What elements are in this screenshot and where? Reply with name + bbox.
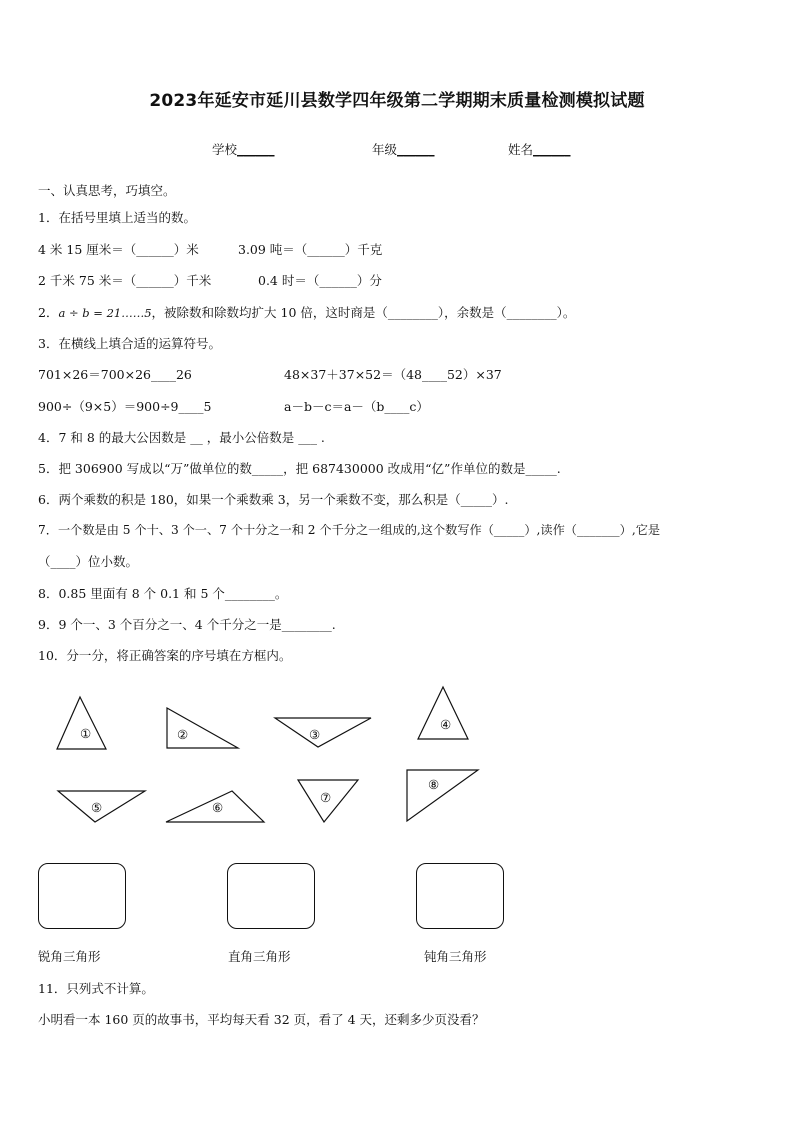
triangle-7-label: ⑦ bbox=[320, 790, 332, 805]
q2-number: 2． bbox=[38, 305, 59, 320]
section-heading: 一、认真思考，巧填空。 bbox=[38, 183, 176, 198]
q5: 5．把 306900 写成以“万”做单位的数_____，把 687430000 改成用“亿”作单位的数是_____. bbox=[38, 461, 561, 476]
school-label: 学校 bbox=[212, 142, 238, 157]
q7-line2: （____）位小数。 bbox=[38, 554, 139, 569]
q9: 9．9 个一、3 个百分之一、4 个千分之一是________. bbox=[38, 617, 336, 632]
acute-answer-box[interactable] bbox=[38, 863, 126, 929]
triangle-1-label: ① bbox=[80, 726, 92, 741]
acute-box-label: 锐角三角形 bbox=[38, 949, 101, 964]
q3-item-b: 48×37＋37×52＝（48____52）×37 bbox=[284, 367, 502, 382]
q3-stem: 3．在横线上填合适的运算符号。 bbox=[38, 336, 221, 351]
q6: 6．两个乘数的积是 180，如果一个乘数乘 3，另一个乘数不变，那么积是（_____）. bbox=[38, 492, 509, 507]
page-title: 2023年延安市延川县数学四年级第二学期期末质量检测模拟试题 bbox=[149, 91, 645, 111]
q3-item-a: 701×26＝700×26____26 bbox=[38, 367, 192, 382]
right-box-label: 直角三角形 bbox=[228, 949, 291, 964]
q1-item-c: 2 千米 75 米＝（______）千米 bbox=[38, 273, 212, 288]
obtuse-answer-box[interactable] bbox=[416, 863, 504, 929]
triangle-4-label: ④ bbox=[440, 717, 452, 732]
q11-text: 小明看一本 160 页的故事书，平均每天看 32 页，看了 4 天，还剩多少页没看？ bbox=[38, 1012, 485, 1027]
q10-stem: 10．分一分，将正确答案的序号填在方框内。 bbox=[38, 648, 292, 663]
q1-item-b: 3.09 吨＝（______）千克 bbox=[238, 242, 383, 257]
triangle-3-label: ③ bbox=[309, 727, 321, 742]
q7-line1: 7．一个数是由 5 个十、3 个一、7 个十分之一和 2 个千分之一组成的,这个数写作（_____）,读作（_______）,它是 bbox=[38, 523, 661, 537]
triangle-3 bbox=[275, 718, 371, 747]
grade-blank[interactable]: ______ bbox=[397, 142, 435, 157]
q8: 8．0.85 里面有 8 个 0.1 和 5 个________。 bbox=[38, 586, 288, 601]
triangle-2-label: ② bbox=[177, 727, 189, 742]
triangle-8 bbox=[407, 770, 478, 821]
q1-item-a: 4 米 15 厘米＝（______）米 bbox=[38, 242, 199, 257]
q3-item-c: 900÷（9×5）＝900÷9____5 bbox=[38, 399, 212, 414]
right-answer-box[interactable] bbox=[227, 863, 315, 929]
school-blank[interactable]: ______ bbox=[237, 142, 275, 157]
triangle-1 bbox=[57, 697, 106, 749]
grade-label: 年级 bbox=[372, 142, 398, 157]
q1-stem: 1．在括号里填上适当的数。 bbox=[38, 210, 196, 225]
triangle-8-label: ⑧ bbox=[428, 777, 440, 792]
triangle-6-label: ⑥ bbox=[212, 800, 224, 815]
q1-item-d: 0.4 时＝（______）分 bbox=[258, 273, 382, 288]
q2-text: ，被除数和除数均扩大 10 倍，这时商是（________），余数是（________）。 bbox=[151, 305, 576, 320]
name-label: 姓名 bbox=[508, 142, 534, 157]
triangle-5-label: ⑤ bbox=[91, 800, 103, 815]
obtuse-box-label: 钝角三角形 bbox=[424, 949, 487, 964]
q11-stem: 11．只列式不计算。 bbox=[38, 981, 154, 996]
q2-formula: a ÷ b = 21……5 bbox=[58, 306, 152, 320]
q4: 4．7 和 8 的最大公因数是 __ ，最小公倍数是 ___ . bbox=[38, 430, 325, 445]
name-blank[interactable]: ______ bbox=[533, 142, 571, 157]
q3-item-d: a－b－c＝a－（b____c） bbox=[284, 399, 429, 414]
